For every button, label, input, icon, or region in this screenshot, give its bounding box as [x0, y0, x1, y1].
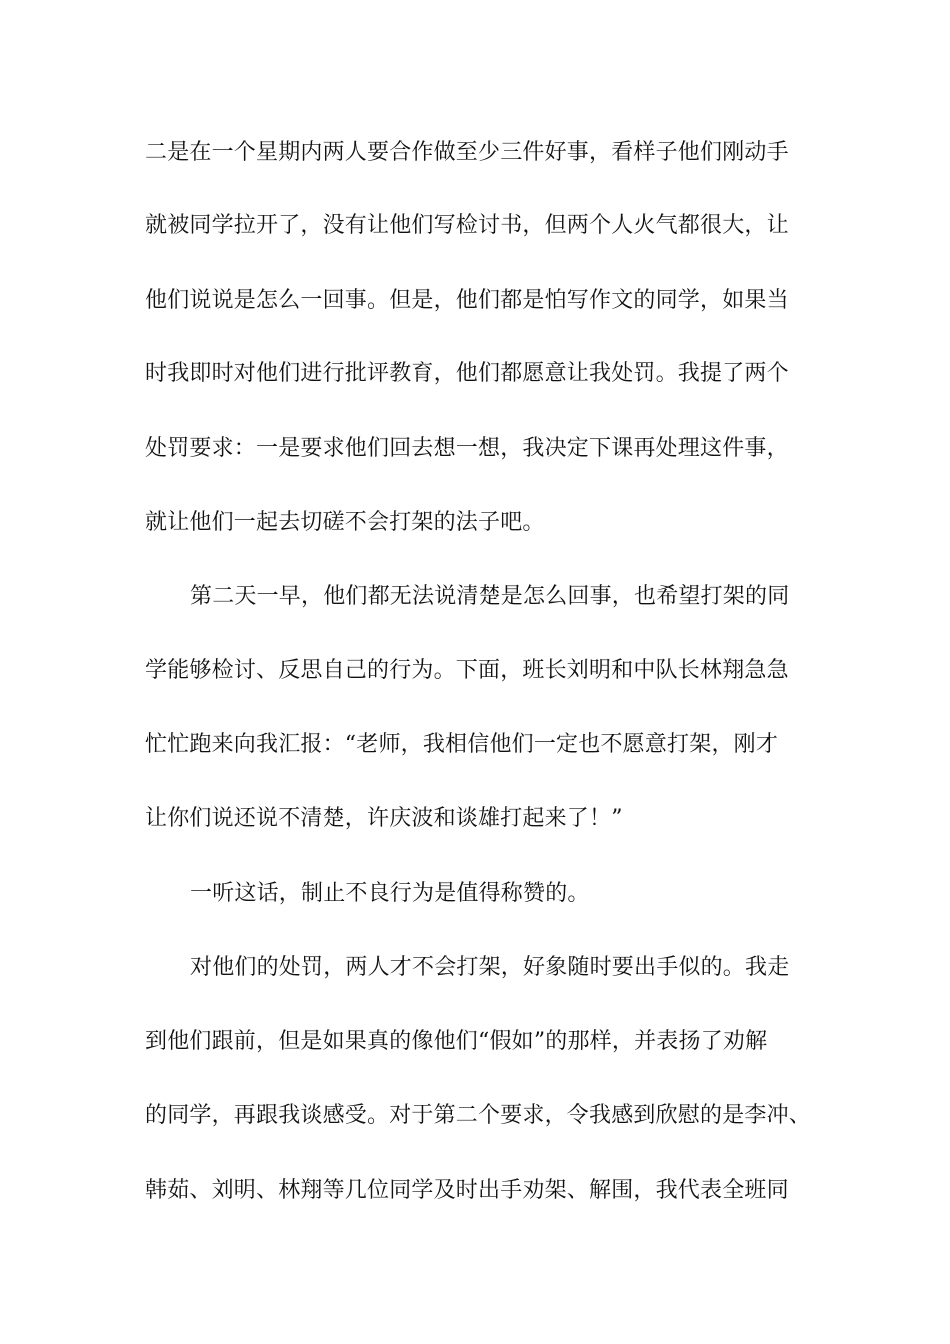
text-line: 时我即时对他们进行批评教育，他们都愿意让我处罚。我提了两个: [145, 361, 789, 386]
text-line: 一听这话，制止不良行为是值得称赞的。: [190, 881, 590, 906]
text-line: 忙忙跑来向我汇报：“老师，我相信他们一定也不愿意打架，刚才: [145, 732, 779, 757]
text-line: 对他们的处罚，两人才不会打架，好象随时要出手似的。我走: [190, 955, 790, 980]
text-line: 他们说说是怎么一回事。但是，他们都是怕写作文的同学，如果当: [145, 288, 789, 313]
text-line: 第二天一早，他们都无法说清楚是怎么回事，也希望打架的同: [190, 584, 790, 609]
text-line: 处罚要求：一是要求他们回去想一想，我决定下课再处理这件事，: [145, 436, 789, 461]
text-line: 就被同学拉开了，没有让他们写检讨书，但两个人火气都很大，让: [145, 213, 789, 238]
text-line: 就让他们一起去切磋不会打架的法子吧。: [145, 510, 545, 535]
text-line: 韩茹、刘明、林翔等几位同学及时出手劝架、解围，我代表全班同: [145, 1178, 789, 1203]
text-line: 到他们跟前，但是如果真的像他们“假如”的那样，并表扬了劝解: [145, 1029, 768, 1054]
text-line: 的同学，再跟我谈感受。对于第二个要求，令我感到欣慰的是李冲、: [145, 1103, 812, 1128]
text-line: 学能够检讨、反思自己的行为。下面，班长刘明和中队长林翔急急: [145, 658, 789, 683]
text-line: 二是在一个星期内两人要合作做至少三件好事，看样子他们刚动手: [145, 140, 789, 165]
text-line: 让你们说还说不清楚，许庆波和谈雄打起来了！”: [145, 806, 623, 831]
